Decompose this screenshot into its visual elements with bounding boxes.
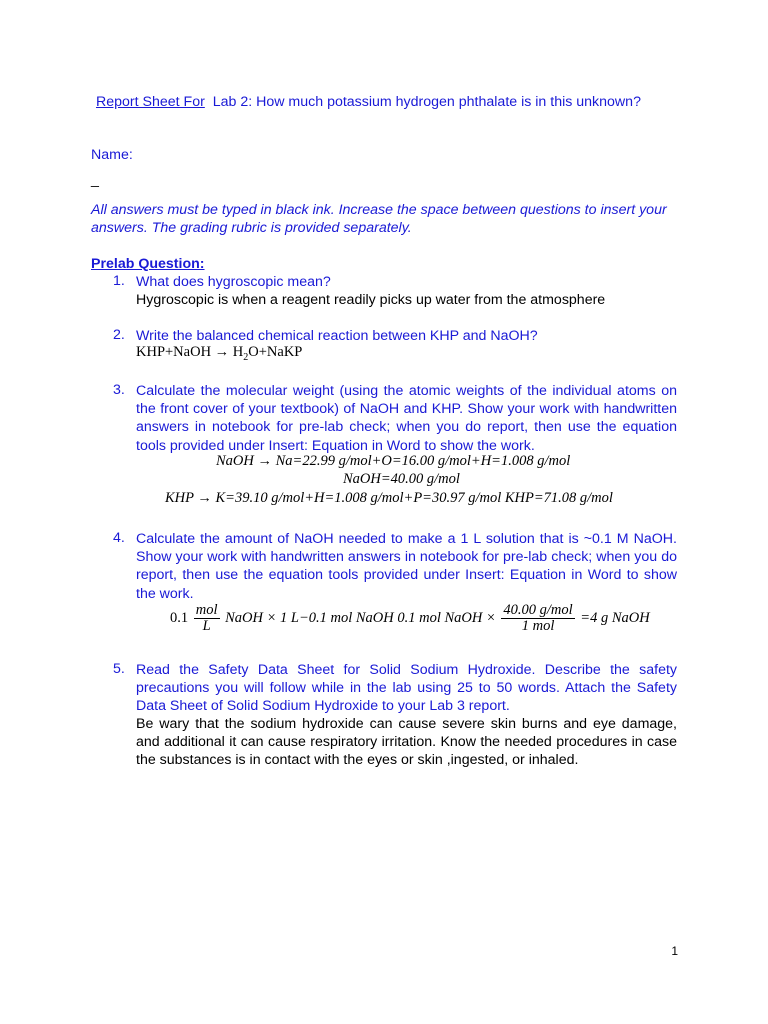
question-text: Read the Safety Data Sheet for Solid Sodium Hydroxide. Describe the safety precautions you will follow while in the lab using 25 to 50 words. Attach the Safety Data Sheet of Solid Sodium Hydroxide to your Lab 3 report. [136, 662, 677, 715]
report-title [96, 94, 641, 110]
report-title-link[interactable]: Report Sheet For [96, 94, 205, 110]
name-label: Name: [91, 147, 133, 163]
question-text: Calculate the molecular weight (using the atomic weights of the individual atoms on the front cover of your textbook) of NaOH and KHP. Show your work with handwritten answers in notebook for pre-lab check; when you do report, then use the equation tools provided under Insert: Equation in Word to show the work. [136, 383, 677, 454]
naoh-amount-equation: 0.1 $\frac{\text{mol}}{L}$ NaOH × 1 L−0.1 mol NaOH 0.1 mol NaOH × $\frac{\text{40.00 g/mol}}{\text{1 mol}}$ =4 g NaOH [170, 602, 650, 634]
report-title-text: Lab 2: How much potassium hydrogen phthalate is in this unknown? [212, 94, 641, 110]
naoh-total-equation: NaOH=40.00 g/mol [343, 471, 460, 487]
question-text: Calculate the amount of NaOH needed to make a 1 L solution that is ~0.1 M NaOH. Show your work with handwritten answers in notebook for pre-lab check; when you do report, then use the equation tools provided under Insert: Equation in Word to show the work. [136, 531, 677, 602]
naoh-breakdown-equation: NaOH → Na=22.99 g/mol+O=16.00 g/mol+H=1.008 g/mol [216, 453, 571, 469]
name-value: _ [91, 172, 99, 188]
answer-text: Be wary that the sodium hydroxide can cause severe skin burns and eye damage, and additional it can cause respiratory irritation. Know the needed procedures in case the substances is in contact with the eyes or skin ,ingested, or inhaled. [136, 716, 677, 769]
question-number: 5. [113, 661, 125, 677]
question-text: What does hygroscopic mean? [136, 274, 331, 290]
page-number: 1 [671, 944, 678, 958]
reaction-equation: KHP+NaOH → $H_2O+NaKP$ [136, 344, 303, 363]
khp-equation: KHP → K=39.10 g/mol+H=1.008 g/mol+P=30.97 g/mol KHP=71.08 g/mol [165, 490, 613, 506]
question-text: Write the balanced chemical reaction between KHP and NaOH? [136, 328, 538, 344]
instructions: All answers must be typed in black ink. Increase the space between questions to insert your answers. The grading rubric is provided separately. [91, 202, 667, 236]
prelab-heading: Prelab Question: [91, 256, 205, 272]
question-number: 4. [113, 530, 125, 546]
question-number: 2. [113, 327, 125, 343]
question-number: 3. [113, 382, 125, 398]
question-number: 1. [113, 273, 125, 289]
answer-text: Hygroscopic is when a reagent readily picks up water from the atmosphere [136, 292, 606, 308]
